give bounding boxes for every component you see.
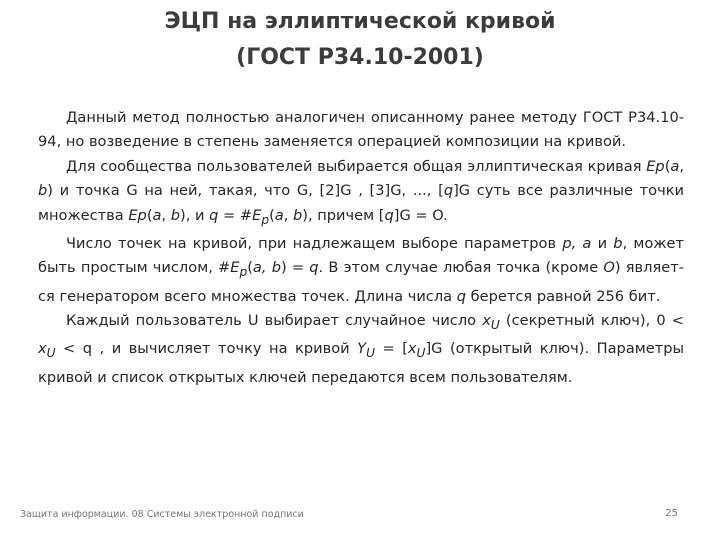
- title-line-1: ЭЦП на эллиптической кривой: [164, 9, 556, 34]
- slide-body: [38, 106, 684, 390]
- page-number: 25: [665, 508, 678, 519]
- slide-title: [0, 4, 720, 76]
- paragraph-3: Число точек на кривой, при надлежащем выборе параметров p, a и b, может быть простым числом, $\#E_p(a$, b) = q. В этом случае любая точка (кроме O) являет-ся генератором всего множества точек. Длина числа q берется равной 256 бит.: [38, 234, 684, 305]
- title-line-2: (ГОСТ Р34.10‑2001): [236, 45, 484, 70]
- footer-course-label: Защита информации. 08 Системы электронной подписи: [20, 509, 304, 520]
- paragraph-1: Данный метод полностью аналогичен описанному ранее методу ГОСТ Р34.10-94, но возведение в степень заменяется операцией композиции на кривой.: [38, 109, 684, 151]
- paragraph-4: Каждый пользователь U выбирает случайное число $x_U$ (секретный ключ), $0 < x_U < q$ , и вычисляет точку на кривой $Y_U = [x_U]G$ (открытый ключ). Параметры кривой и список открытых ключей передаются всем пользователям.: [38, 312, 684, 386]
- paragraph-2: Для сообщества пользователей выбирается общая эллиптическая кривая Ep(a, b) и точка G на ней, такая, что G, [2]G , [3]G, ..., [q]G суть все различные точки множества Ep(a, b), и $q = \#E_p(a$, b), причем [q]G = O.: [38, 157, 685, 227]
